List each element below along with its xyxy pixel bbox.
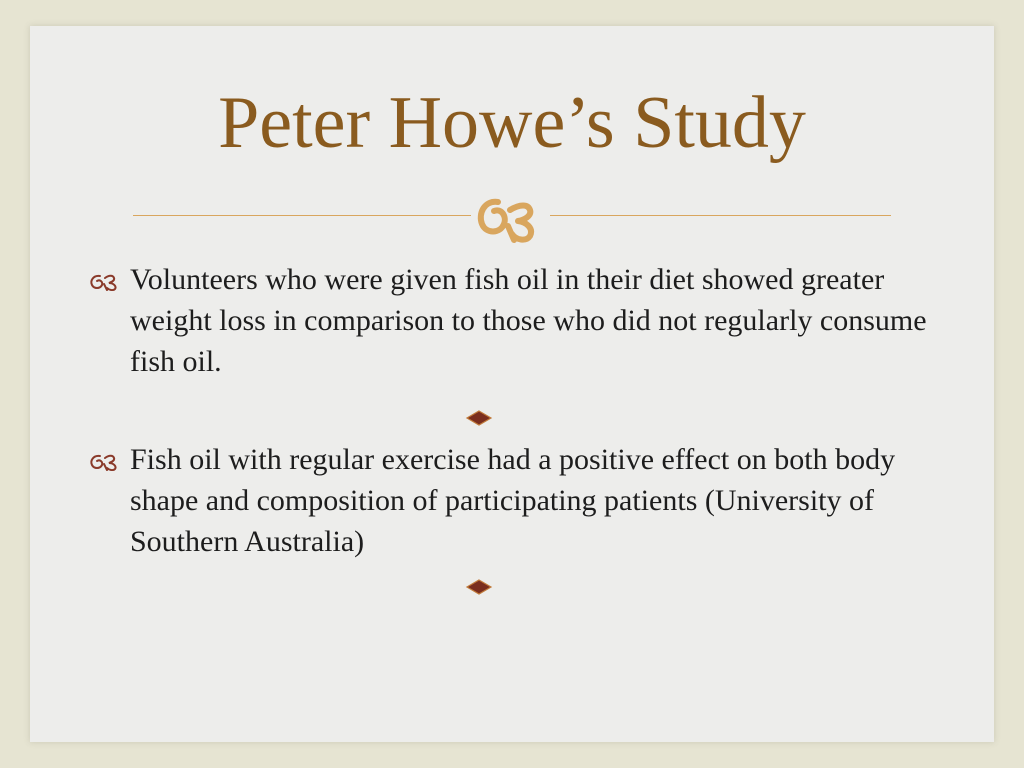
diamond-separator-icon — [464, 409, 494, 427]
bullet-text: Volunteers who were given fish oil in their diet showed greater weight loss in comparison to those who did not regularly consume fish oil. — [130, 263, 927, 378]
title-divider-left — [133, 215, 471, 216]
flourish-ornament-icon — [468, 188, 556, 244]
bullet-text: Fish oil with regular exercise had a positive effect on both body shape and composition of participating patients (University of Southern Australia) — [130, 443, 896, 558]
flourish-bullet-icon — [88, 271, 122, 291]
bullet-item-1 — [88, 259, 948, 384]
slide-title: Peter Howe’s Study — [218, 82, 806, 164]
bullet-item-2 — [88, 439, 948, 564]
flourish-bullet-icon — [88, 451, 122, 471]
title-divider-right — [550, 215, 891, 216]
diamond-separator-icon — [464, 578, 494, 596]
